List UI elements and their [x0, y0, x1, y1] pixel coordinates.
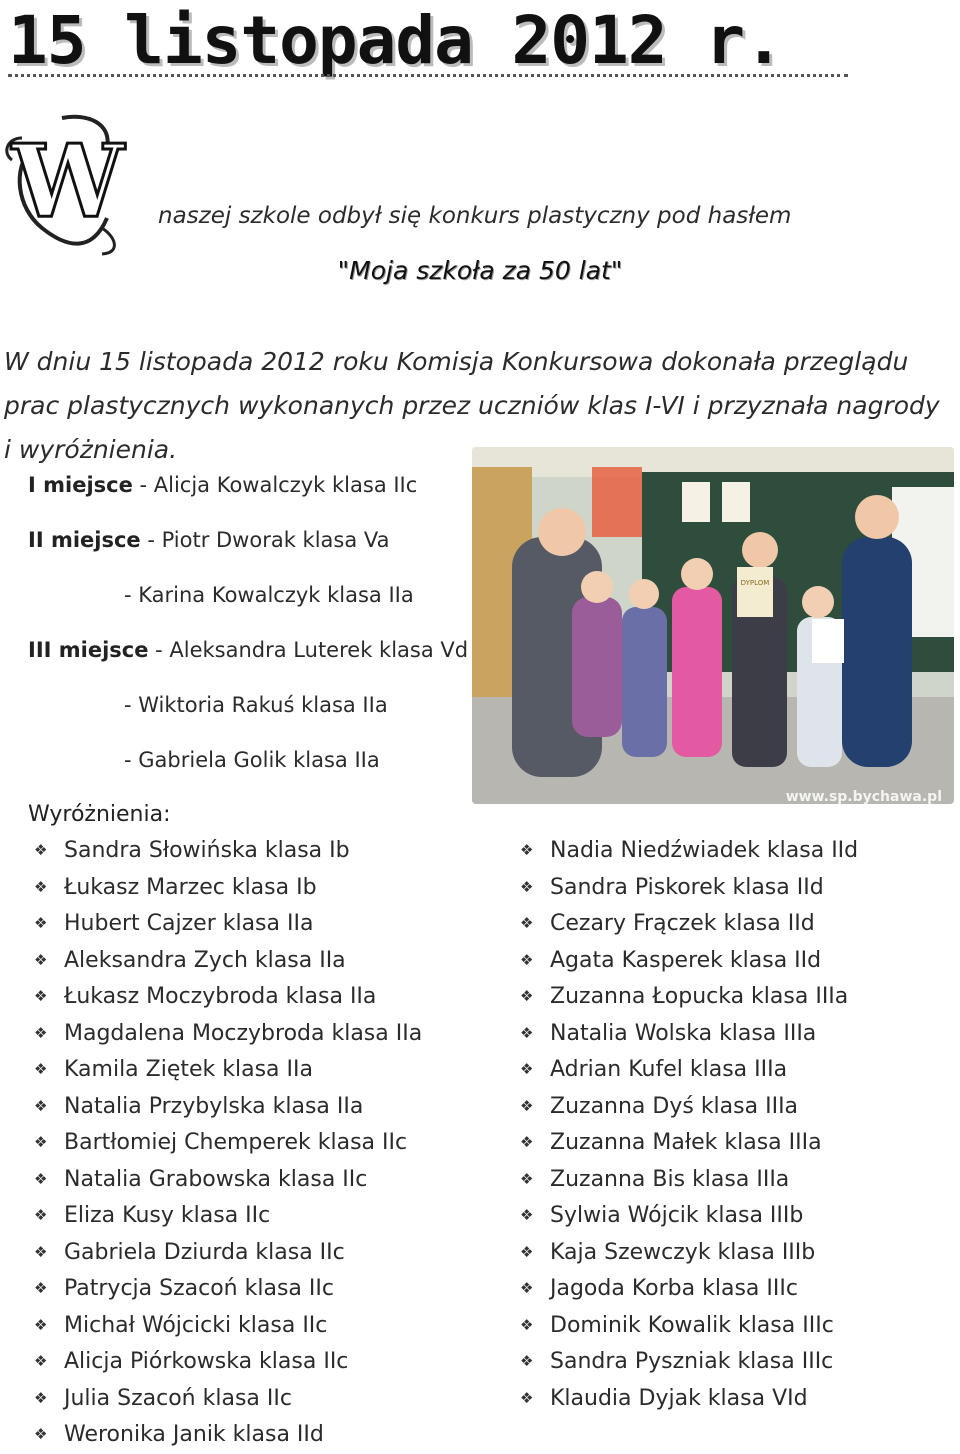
- list-item-text: Sandra Pyszniak klasa IIIc: [550, 1349, 834, 1374]
- diamond-bullet-icon: ❖: [34, 1060, 48, 1078]
- diamond-bullet-icon: ❖: [34, 1206, 48, 1224]
- list-item: [520, 1270, 858, 1307]
- list-item: [34, 1015, 422, 1052]
- diamond-bullet-icon: ❖: [34, 1425, 48, 1443]
- page-title: 15 listopada 2012 r.: [8, 2, 783, 79]
- list-item: [520, 905, 858, 942]
- list-item: [34, 1343, 422, 1380]
- diamond-bullet-icon: ❖: [34, 877, 48, 896]
- intro-paragraph: W dniu 15 listopada 2012 roku Komisja Konkursowa dokonała przeglądu prac plastycznych wykonanych przez uczniów klas I-VI i przyznała nagrody i wyróżnienia.: [4, 347, 940, 464]
- artwork-card: [812, 619, 844, 663]
- list-item: [520, 1380, 858, 1417]
- list-item: [34, 942, 422, 979]
- list-item: [520, 1197, 858, 1234]
- list-item: [34, 1307, 422, 1344]
- list-item: [520, 1015, 858, 1052]
- list-item-text: Łukasz Marzec klasa Ib: [64, 874, 317, 900]
- diamond-bullet-icon: ❖: [34, 914, 48, 932]
- list-item-text: Sylwia Wójcik klasa IIIb: [550, 1203, 804, 1228]
- list-item: [520, 1051, 858, 1088]
- list-item-text: Alicja Piórkowska klasa IIc: [64, 1349, 349, 1374]
- list-item-text: Kaja Szewczyk klasa IIIb: [550, 1239, 816, 1265]
- list-item: [520, 1307, 858, 1344]
- award-third-extra-1: - Wiktoria Rakuś klasa IIa: [124, 693, 388, 717]
- diamond-bullet-icon: ❖: [520, 1023, 534, 1042]
- diamond-bullet-icon: ❖: [520, 987, 534, 1005]
- diamond-bullet-icon: ❖: [34, 950, 48, 969]
- diamond-bullet-icon: ❖: [520, 914, 534, 932]
- list-item-text: Patrycja Szacoń klasa IIc: [64, 1276, 334, 1301]
- diamond-bullet-icon: ❖: [520, 1060, 534, 1078]
- list-item-text: Julia Szacoń klasa IIc: [64, 1385, 292, 1411]
- diamond-bullet-icon: ❖: [520, 1206, 534, 1224]
- list-item: [34, 869, 422, 906]
- list-item: [520, 978, 858, 1015]
- list-item-text: Zuzanna Małek klasa IIIa: [550, 1130, 822, 1155]
- diamond-bullet-icon: ❖: [520, 1096, 534, 1115]
- contest-slogan: "Moja szkoła za 50 lat": [337, 256, 623, 285]
- diploma: [737, 567, 773, 617]
- list-item: [520, 942, 858, 979]
- list-item: [520, 1343, 858, 1380]
- diamond-bullet-icon: ❖: [520, 950, 534, 969]
- list-item-text: Adrian Kufel klasa IIIa: [550, 1057, 788, 1082]
- diamond-bullet-icon: ❖: [520, 1279, 534, 1297]
- list-item-text: Jagoda Korba klasa IIIc: [550, 1276, 798, 1301]
- diamond-bullet-icon: ❖: [34, 1279, 48, 1297]
- list-item-text: Hubert Cajzer klasa IIa: [64, 911, 314, 936]
- award-second: [28, 528, 390, 552]
- award-second-text: - Piotr Dworak klasa Va: [140, 528, 390, 552]
- distinctions-list-left: [34, 832, 422, 1453]
- photo-watermark: www.sp.bychawa.pl: [785, 789, 942, 804]
- diamond-bullet-icon: ❖: [520, 877, 534, 896]
- diploma-text: DYPLOM: [740, 579, 770, 587]
- list-item-text: Cezary Frączek klasa IId: [550, 911, 815, 936]
- diamond-bullet-icon: ❖: [520, 1315, 534, 1334]
- list-item-text: Natalia Przybylska klasa IIa: [64, 1093, 364, 1119]
- diamond-bullet-icon: ❖: [34, 1096, 48, 1115]
- list-item: [34, 1270, 422, 1307]
- list-item: [34, 1051, 422, 1088]
- diamond-bullet-icon: ❖: [520, 1352, 534, 1370]
- award-third-extra-2: - Gabriela Golik klasa IIa: [124, 748, 380, 772]
- award-third-text: - Aleksandra Luterek klasa Vd: [148, 638, 469, 662]
- diamond-bullet-icon: ❖: [34, 1352, 48, 1370]
- list-item: [34, 1088, 422, 1125]
- list-item-text: Bartłomiej Chemperek klasa IIc: [64, 1130, 408, 1155]
- list-item: [520, 1161, 858, 1198]
- list-item-text: Nadia Niedźwiadek klasa IId: [550, 838, 859, 863]
- list-item-text: Zuzanna Łopucka klasa IIIa: [550, 984, 849, 1009]
- award-second-extra: - Karina Kowalczyk klasa IIa: [124, 583, 414, 607]
- distinctions-list-right: [520, 832, 858, 1416]
- diamond-bullet-icon: ❖: [34, 1388, 48, 1407]
- list-item: [520, 1088, 858, 1125]
- intro-text: naszej szkole odbył się konkurs plastyczny pod hasłem: [158, 203, 792, 229]
- distinctions-label: Wyróżnienia:: [28, 802, 171, 827]
- list-item: [520, 869, 858, 906]
- list-item-text: Klaudia Dyjak klasa VId: [550, 1385, 808, 1411]
- award-first-label: I miejsce: [28, 473, 133, 497]
- diamond-bullet-icon: ❖: [520, 1242, 534, 1261]
- diamond-bullet-icon: ❖: [520, 1133, 534, 1151]
- list-item: [34, 1234, 422, 1271]
- list-item-text: Natalia Grabowska klasa IIc: [64, 1166, 368, 1192]
- diamond-bullet-icon: ❖: [34, 1133, 48, 1151]
- diamond-bullet-icon: ❖: [520, 841, 534, 859]
- list-item-text: Gabriela Dziurda klasa IIc: [64, 1239, 345, 1265]
- list-item-text: Eliza Kusy klasa IIc: [64, 1203, 271, 1228]
- list-item-text: Sandra Słowińska klasa Ib: [64, 838, 350, 863]
- diamond-bullet-icon: ❖: [34, 1242, 48, 1261]
- title-underline: [8, 74, 848, 77]
- initial-letter: W: [11, 122, 125, 240]
- diamond-bullet-icon: ❖: [34, 1169, 48, 1188]
- list-item: [34, 1124, 422, 1161]
- list-item: [34, 1197, 422, 1234]
- class-photo: [472, 447, 954, 804]
- list-item: [34, 905, 422, 942]
- list-item-text: Weronika Janik klasa IId: [64, 1422, 324, 1447]
- list-item: [34, 1161, 422, 1198]
- award-first-text: - Alicja Kowalczyk klasa IIc: [132, 473, 418, 497]
- list-item-text: Michał Wójcicki klasa IIc: [64, 1312, 328, 1338]
- award-first: [28, 473, 417, 497]
- diamond-bullet-icon: ❖: [34, 1315, 48, 1334]
- list-item-text: Agata Kasperek klasa IId: [550, 947, 822, 973]
- list-item: [520, 1234, 858, 1271]
- list-item-text: Natalia Wolska klasa IIIa: [550, 1020, 817, 1046]
- list-item: [520, 832, 858, 869]
- diamond-bullet-icon: ❖: [34, 1023, 48, 1042]
- list-item-text: Sandra Piskorek klasa IId: [550, 874, 824, 900]
- list-item-text: Dominik Kowalik klasa IIIc: [550, 1312, 834, 1338]
- diamond-bullet-icon: ❖: [520, 1169, 534, 1188]
- list-item-text: Zuzanna Dyś klasa IIIa: [550, 1093, 799, 1119]
- list-item: [34, 1416, 422, 1453]
- list-item: [34, 832, 422, 869]
- list-item-text: Łukasz Moczybroda klasa IIa: [64, 984, 377, 1009]
- diamond-bullet-icon: ❖: [520, 1388, 534, 1407]
- list-item-text: Magdalena Moczybroda klasa IIa: [64, 1020, 423, 1046]
- list-item-text: Aleksandra Zych klasa IIa: [64, 947, 346, 973]
- list-item-text: Kamila Ziętek klasa IIa: [64, 1057, 313, 1082]
- list-item-text: Zuzanna Bis klasa IIIa: [550, 1166, 790, 1192]
- award-third-label: III miejsce: [28, 638, 149, 662]
- diamond-bullet-icon: ❖: [34, 841, 48, 859]
- award-second-label: II miejsce: [28, 528, 141, 552]
- award-third: [28, 638, 468, 662]
- list-item: [520, 1124, 858, 1161]
- list-item: [34, 1380, 422, 1417]
- list-item: [34, 978, 422, 1015]
- decorative-initial-w: [2, 108, 132, 258]
- diamond-bullet-icon: ❖: [34, 987, 48, 1005]
